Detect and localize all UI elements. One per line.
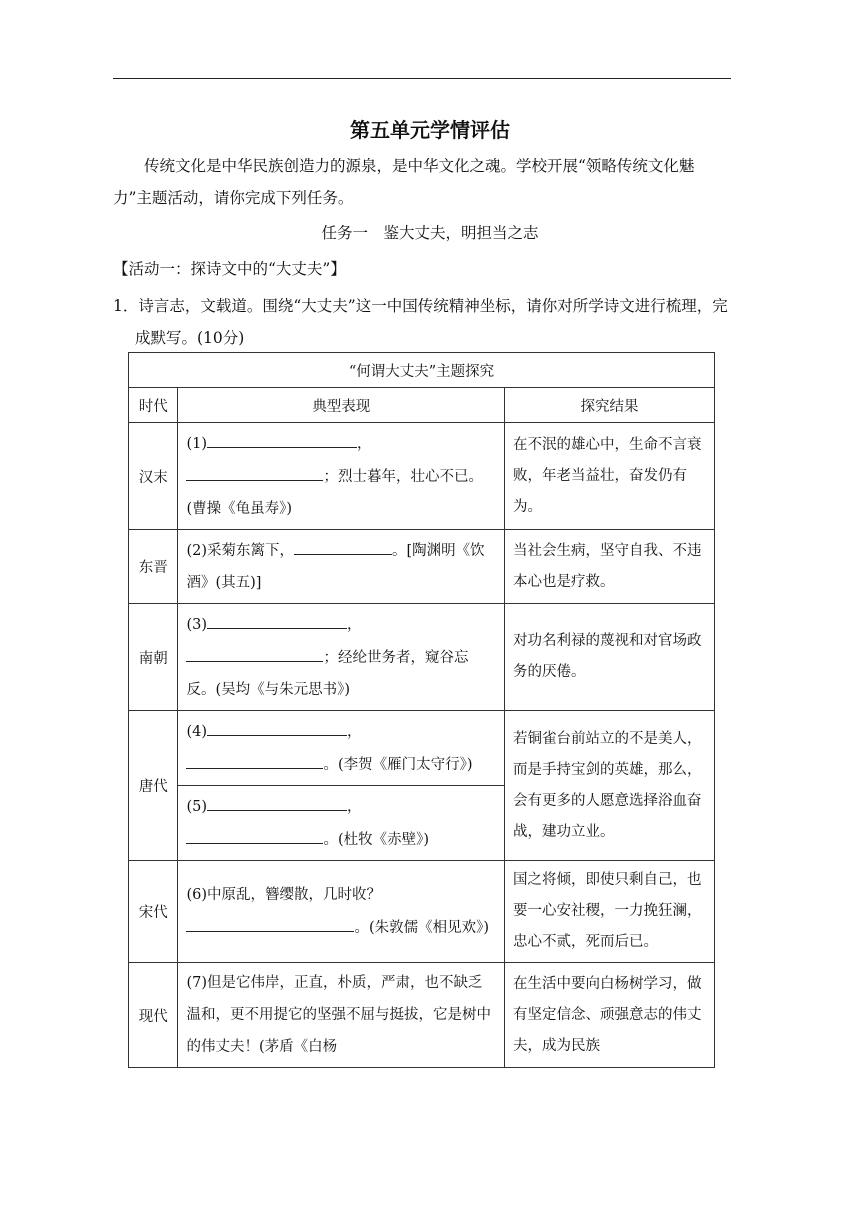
table-row	[129, 530, 715, 604]
table-row	[129, 963, 715, 1068]
table-row	[129, 604, 715, 711]
header-rule	[113, 78, 731, 79]
intro-paragraph: 传统文化是中华民族创造力的源泉，是中华文化之魂。学校开展“领略传统文化魅力”主题活动，请你完成下列任务。	[113, 157, 695, 207]
fill-blank[interactable]	[207, 715, 347, 736]
fill-blank[interactable]	[207, 790, 347, 811]
header-result: 探究结果	[505, 388, 715, 423]
fill-blank[interactable]	[186, 823, 323, 844]
performance-cell: (6)中原乱，簪缨散，几时收？ 。(朱敦儒《相见欢》)	[178, 861, 505, 963]
task-heading: 任务一 鉴大丈夫，明担当之志	[321, 224, 539, 242]
era-cell: 现代	[129, 963, 178, 1068]
table-caption: “何谓大丈夫”主题探究	[129, 353, 715, 388]
era-cell: 东晋	[129, 530, 178, 604]
fill-blank[interactable]	[207, 427, 357, 448]
era-cell: 南朝	[129, 604, 178, 711]
fill-blank[interactable]	[207, 608, 347, 629]
performance-cell: (2)采菊东篱下， 。[陶渊明《饮酒》(其五)]	[178, 530, 505, 604]
era-cell: 宋代	[129, 861, 178, 963]
performance-cell: (1) ， ；烈士暮年，壮心不已。(曹操《龟虽寿》)	[178, 423, 505, 530]
fill-blank[interactable]	[186, 911, 354, 932]
era-cell: 汉末	[129, 423, 178, 530]
fill-blank[interactable]	[186, 748, 323, 769]
result-cell: 国之将倾，即使只剩自己，也要一心安社稷，一力挽狂澜，忠心不贰，死而后已。	[505, 861, 715, 963]
fill-blank[interactable]	[294, 534, 392, 555]
era-cell: 唐代	[129, 711, 178, 861]
table-row	[129, 423, 715, 530]
fill-blank[interactable]	[186, 460, 323, 481]
performance-cell: (4) ， 。(李贺《雁门太守行》)	[178, 711, 505, 786]
activity-heading: 【活动一：探诗文中的“大丈夫”】	[113, 260, 346, 278]
result-cell: 在生活中要向白杨树学习，做有坚定信念、顽强意志的伟丈夫，成为民族	[505, 963, 715, 1068]
question-1: 1．诗言志，文载道。围绕“大丈夫”这一中国传统精神坐标，请你对所学诗文进行梳理，完成默写。(10分)	[113, 297, 728, 347]
result-cell: 在不泯的雄心中，生命不言衰败，年老当益壮，奋发仍有为。	[505, 423, 715, 530]
result-cell: 当社会生病，坚守自我、不违本心也是疗救。	[505, 530, 715, 604]
theme-table	[128, 352, 715, 1068]
result-cell: 对功名利禄的蔑视和对官场政务的厌倦。	[505, 604, 715, 711]
performance-cell: (3) ， ；经纶世务者，窥谷忘反。(吴均《与朱元思书》)	[178, 604, 505, 711]
table-row	[129, 711, 715, 786]
performance-cell: (7)但是它伟岸，正直，朴质，严肃，也不缺乏温和，更不用提它的坚强不屈与挺拔，它是树中的伟丈夫！(茅盾《白杨	[178, 963, 505, 1068]
performance-cell: (5) ， 。(杜牧《赤壁》)	[178, 786, 505, 861]
header-era: 时代	[129, 388, 178, 423]
page-title: 第五单元学情评估	[350, 118, 510, 142]
header-performance: 典型表现	[178, 388, 505, 423]
table-row	[129, 861, 715, 963]
fill-blank[interactable]	[186, 641, 323, 662]
result-cell: 若铜雀台前站立的不是美人，而是手持宝剑的英雄，那么，会有更多的人愿意选择浴血奋战，建功立业。	[505, 711, 715, 861]
